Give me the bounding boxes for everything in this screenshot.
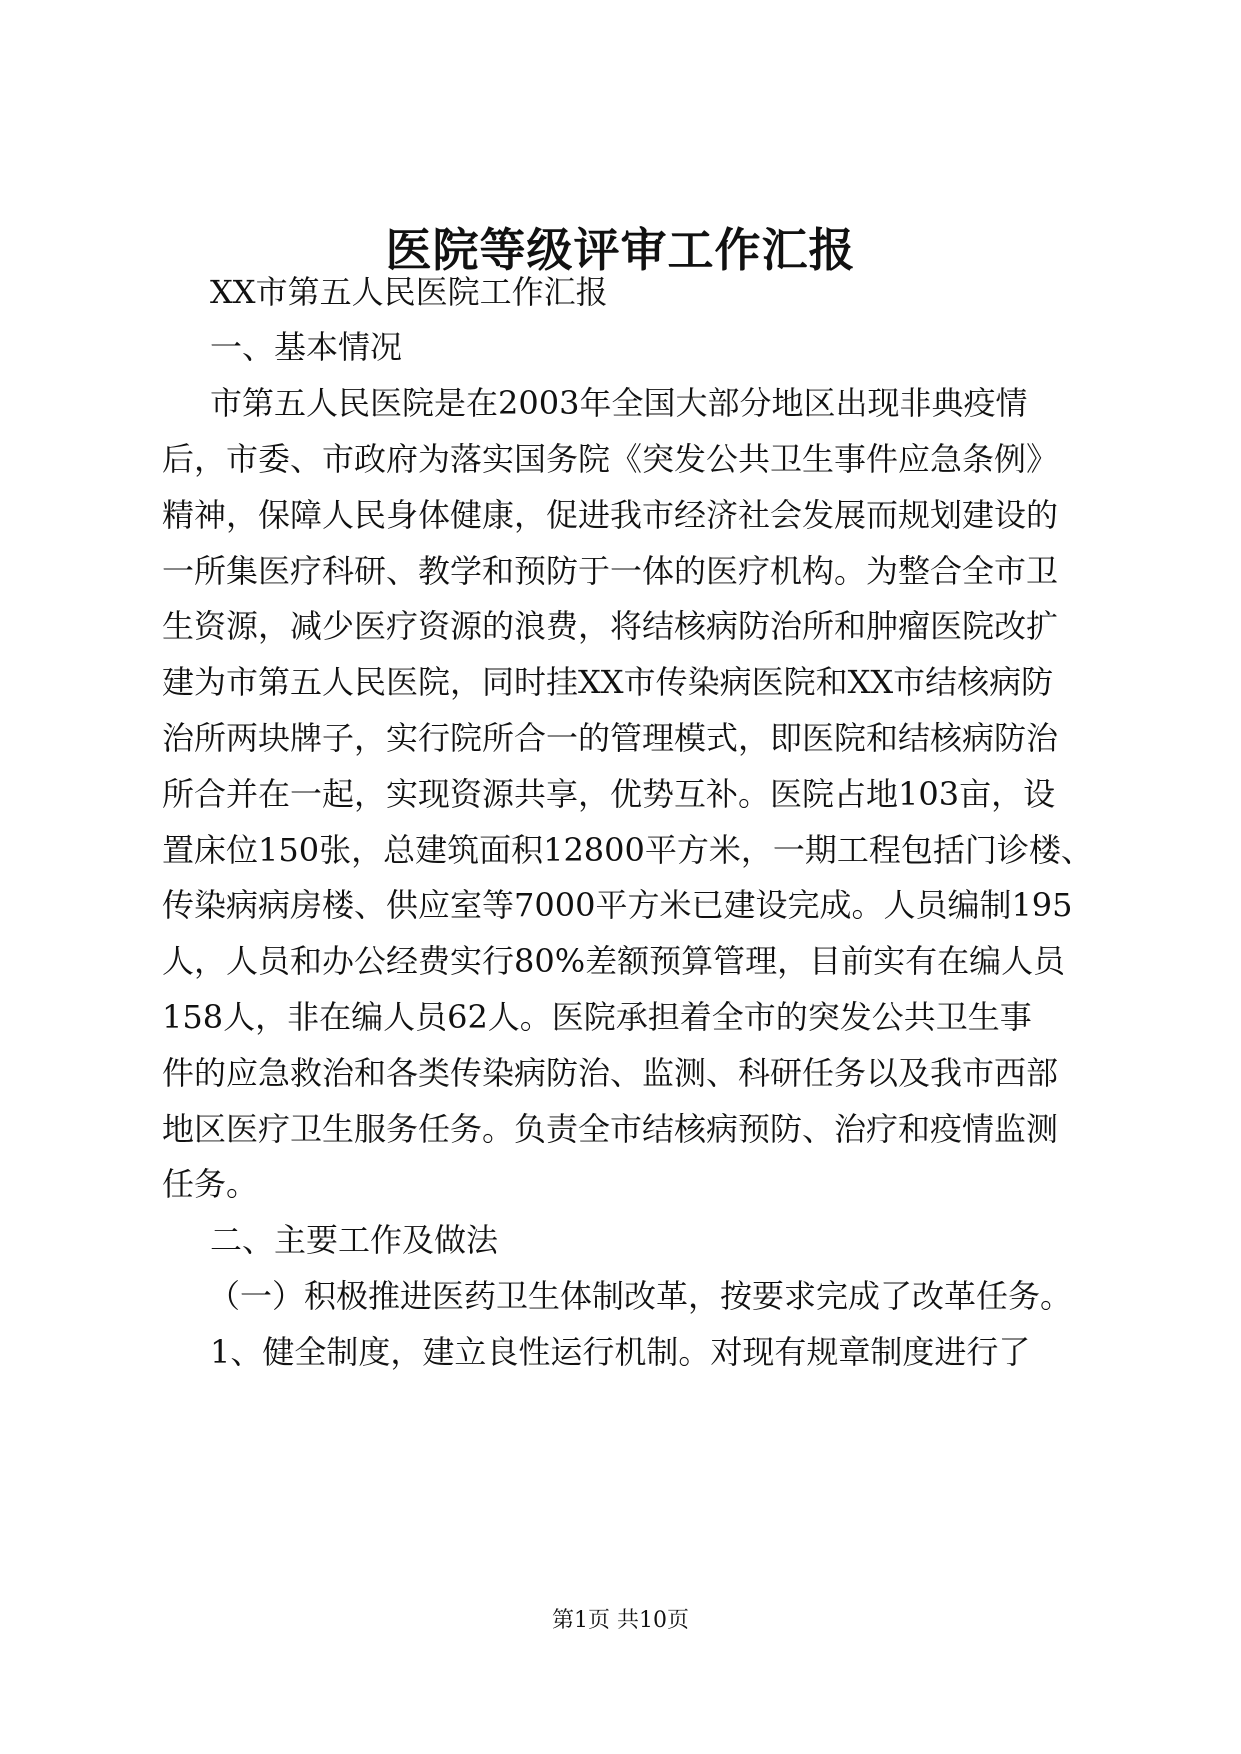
paragraph-line: 地区医疗卫生服务任务。负责全市结核病预防、治疗和疫情监测 [162, 1110, 1059, 1148]
paragraph-line: 1、健全制度，建立良性运行机制。对现有规章制度进行了 [210, 1333, 1031, 1371]
subsection-heading: （一）积极推进医药卫生体制改革，按要求完成了改革任务。 [208, 1277, 1073, 1315]
paragraph-line: 精神，保障人民身体健康，促进我市经济社会发展而规划建设的 [162, 496, 1059, 534]
subtitle-line: XX市第五人民医院工作汇报 [210, 273, 608, 311]
paragraph-line: 治所两块牌子，实行院所合一的管理模式，即医院和结核病防治 [162, 719, 1059, 757]
paragraph-line: 传染病病房楼、供应室等7000平方米已建设完成。人员编制195 [162, 886, 1073, 924]
paragraph-line: 生资源，减少医疗资源的浪费，将结核病防治所和肿瘤医院改扩 [162, 607, 1059, 645]
paragraph-line: 市第五人民医院是在2003年全国大部分地区出现非典疫情 [210, 384, 1028, 422]
section-heading: 二、主要工作及做法 [210, 1221, 499, 1259]
paragraph-line: 所合并在一起，实现资源共享，优势互补。医院占地103亩，设 [162, 775, 1056, 813]
document-title: 医院等级评审工作汇报 [385, 223, 856, 277]
paragraph-line: 任务。 [162, 1165, 259, 1203]
paragraph-line: 置床位150张，总建筑面积12800平方米，一期工程包括门诊楼、 [162, 831, 1093, 869]
paragraph-line: 建为市第五人民医院，同时挂XX市传染病医院和XX市结核病防 [162, 663, 1054, 701]
paragraph-line: 一所集医疗科研、教学和预防于一体的医疗机构。为整合全市卫 [162, 552, 1059, 590]
paragraph-line: 后，市委、市政府为落实国务院《突发公共卫生事件应急条例》 [162, 440, 1059, 478]
page-footer: 第1页 共10页 [552, 1608, 689, 1633]
paragraph-line: 人，人员和办公经费实行80%差额预算管理，目前实有在编人员 [162, 942, 1066, 980]
paragraph-line: 件的应急救治和各类传染病防治、监测、科研任务以及我市西部 [162, 1054, 1059, 1092]
section-heading: 一、基本情况 [210, 328, 403, 366]
paragraph-line: 158人，非在编人员62人。医院承担着全市的突发公共卫生事 [162, 998, 1032, 1036]
